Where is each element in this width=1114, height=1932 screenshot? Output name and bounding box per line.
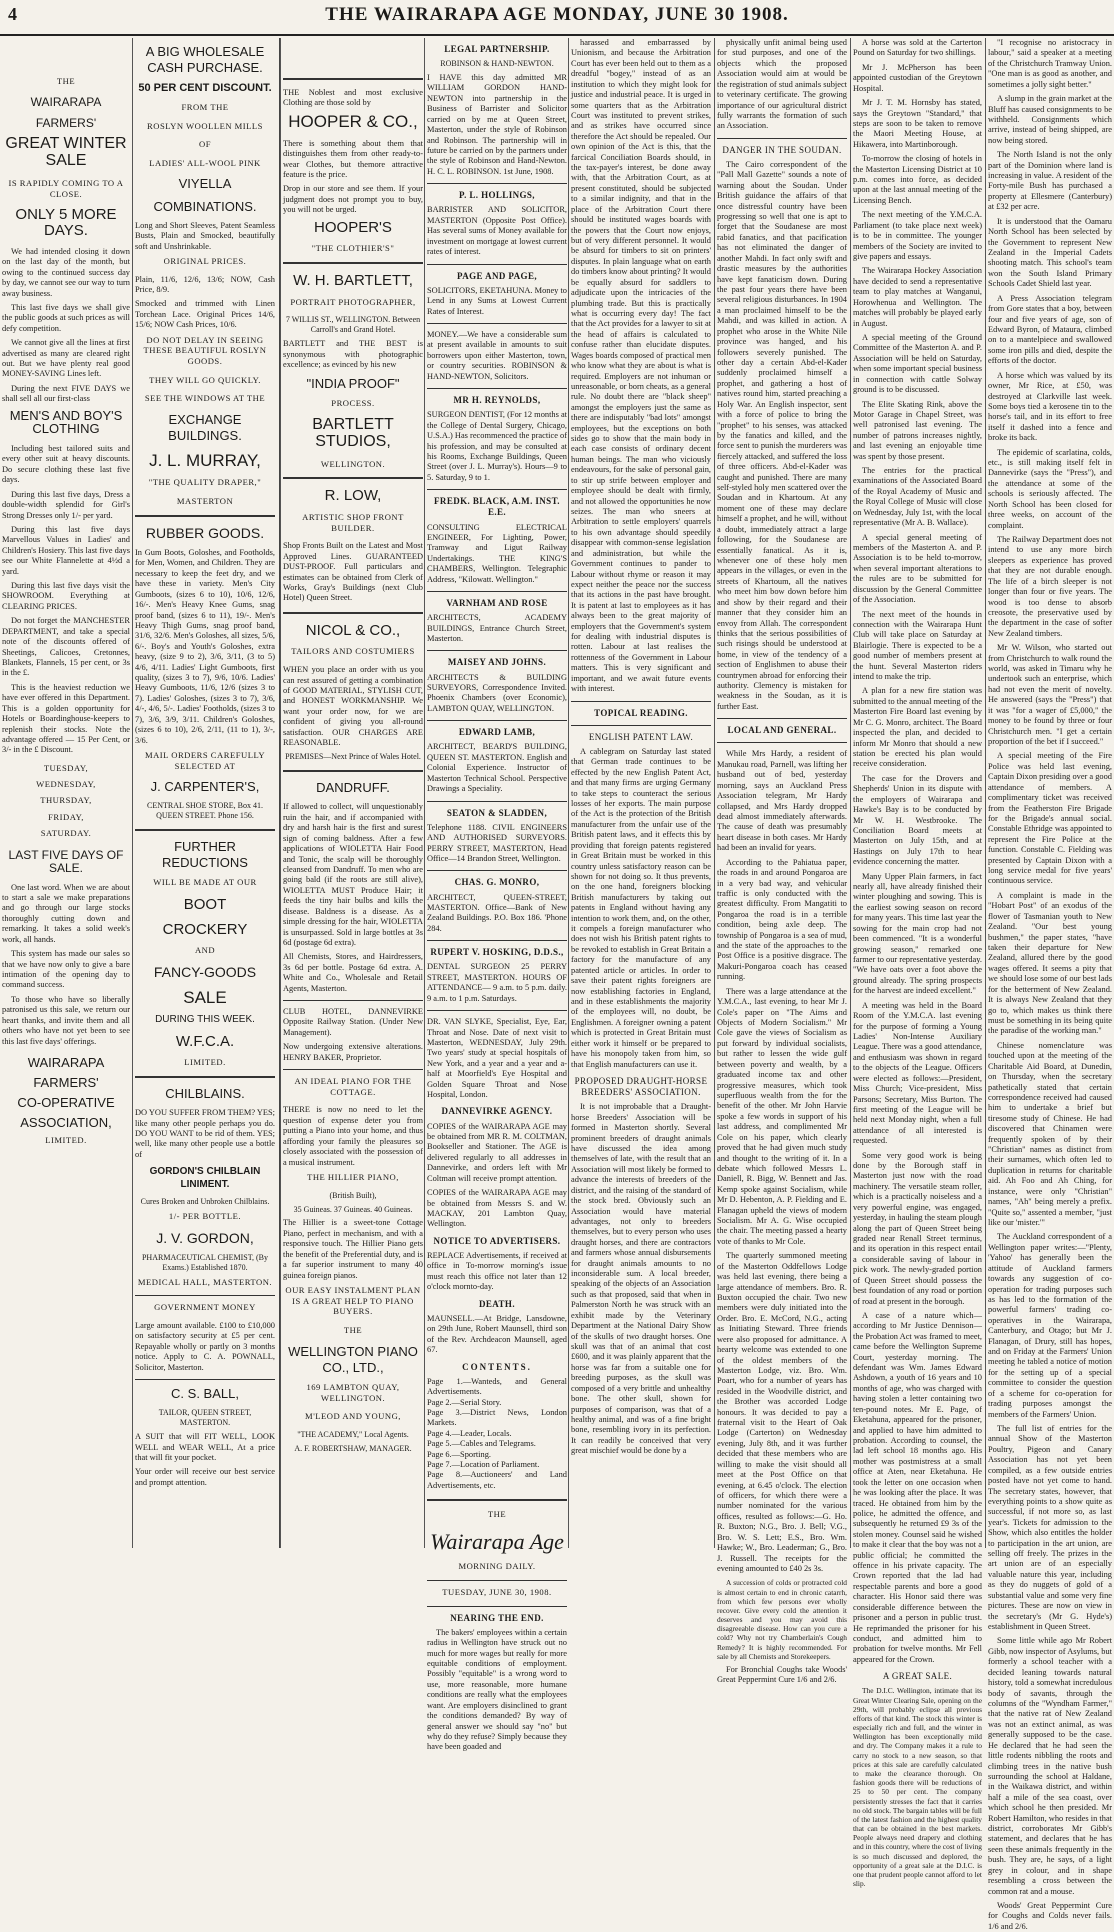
black-heading: FREDK. BLACK, A.M. INST. E.E. [434, 496, 560, 518]
mail-orders: MAIL ORDERS CAREFULLY SELECTED AT [144, 749, 266, 771]
maisey-heading: MAISEY AND JOHNS. [447, 657, 547, 668]
advert-text: Smocked and trimmed with Linen Torchean Lace. Original Prices 14/6, 15/6; NOW Cash Prices, 10/6. [135, 299, 275, 330]
article-text: It is not improbable that a Draught-horse Breeders' Association will be formed in Masterton shortly. Several prominent breeders of draught animals have discussed the idea among themselves of late, with the result that an Association will most likely be formed to advance the interests of breeders of the district, and the raising of the standard of the stock bred. Obviously such an Association would have material advantages, not only to breeders themselves, but to every person who uses draught horses, and there are contractors and farmers whose annual disbursements for draught animals amounts to no inconsiderable sum. A local breeder, speaking of the objects of an Association such as that proposed, said that when in Palmerston North he was struck with an exhibit made by the Veterinary Department at the National Dairy Show of the skulls of two draught horses. One skull was that of an animal that cost £600, and it was plainly apparent that the horse was far from a suitable one for breeding purposes, as the skull was composed of a very brittle and unhealthy bone. The other skull, shown for purposes of comparison, was that of a healthy animal, and was of a fine bright bone, resembling ivory in its perfection. It can readily be conceived that very great mischief would be done by a [571, 1102, 711, 1456]
article-text: A Press Association telegram from Gore states that a boy, between four and five years of age, son of Edward Byron, of Mataura, climbed on to a mantelpiece and swallowed some iron pills and died, despite the efforts of the doctor. [988, 293, 1112, 366]
article-text: Mr J. McPherson has been appointed custodian of the Greytown Hospital. [853, 62, 982, 93]
day-item: WEDNESDAY, [36, 779, 96, 790]
contents-item: Page 1.—Wanteds, and General Advertisements. [427, 1376, 567, 1397]
death-notice: MAUNSELL.—At Bridge, Lansdowne, on 29th June, Robert Maunsell, third son of the Rev. Archdeacon Maunsell, aged 67. [427, 1313, 567, 1355]
mens-clothing-heading: MEN'S AND BOY'S CLOTHING [9, 407, 123, 437]
roslyn-text: OF [199, 139, 211, 150]
advert-text: One last word. When we are about to start a sale we make preparations and go through our large stocks thoroughly cutting down and remarking. It takes a solid week's work, all hands. [2, 882, 130, 944]
day-item: TUESDAY, [43, 762, 89, 773]
day-item: FRIDAY, [48, 811, 84, 822]
advert-text: TAILORS AND COSTUMIERS [291, 646, 415, 657]
great-sale-heading: A GREAT SALE. [882, 1671, 953, 1682]
advert-text: CLUB HOTEL, DANNEVIRKE Opposite Railway Station. (Under New Management). [283, 1007, 423, 1037]
roslyn-heading: A BIG WHOLESALE CASH PURCHASE. [145, 44, 265, 76]
murray-heading: J. L. MURRAY, [149, 451, 261, 471]
leader-text: The bakers' employees within a certain radius in Wellington have struck out no much for more wages but really for more equitable conditions of employment. Possibly "equitable" is a wrong word to use, more reasonable, more humane conditions are really what the employees want. Are employers disinclined to grant the conditions demanded? By way of general answer we should say "no" but why do they refuse? Simply because they have been goaded and [427, 1627, 567, 1752]
quality-draper: "THE QUALITY DRAPER," [148, 477, 262, 488]
article-text: A slump in the grain market at the Bluff has caused consignments to be withheld. Consignments which arrive, instead of being shipped, are now being stored. [988, 94, 1112, 145]
advert-text: THEY WILL GO QUICKLY. [149, 374, 261, 385]
contents-item: Page 2.—Serial Story. [427, 1397, 502, 1407]
advert-text: Large amount available. £100 to £10,000 on satisfactory security at £5 per cent. Repayable wholly or partly on 3 months notice. Apply to C. A. POWNALL, Solicitor, Masterton. [135, 1321, 275, 1372]
lamb-heading: EDWARD LAMB, [458, 727, 536, 738]
article-text: Mr J. T. M. Hornsby has stated, says the Greytown "Standard," that steps are soon to be taken to remove the Maori Meeting House, at Hikawera, into Martinborough. [853, 98, 982, 149]
advert-text: COPIES of the WAIRARAPA AGE may be obtained from Messrs S. and W. MACKAY, 201 Lambton Quay, Wellington. [427, 1188, 567, 1229]
day-item: THURSDAY, [40, 795, 92, 806]
article-text: A horse which was valued by its owner, Mr Rice, at £50, was destroyed at Clarkville last week. Some boys tied a kerosene tin to the horse's tail, and in its effort to free itself it dashed into a fence and broke its back. [988, 370, 1112, 443]
day-item: SATURDAY. [40, 828, 92, 839]
wellington-piano-heading: WELLINGTON PIANO CO., LTD., [288, 1343, 418, 1375]
advert-text: In Gum Boots, Goloshes, and Footholds, for Men, Women, and Children. They are necessary to keep the feet dry, and we have these in variety. Men's City Gumboots, (sizes 6 to 10), 10/6, 12/6, 16/-. Men's Heavy Knee Gums, snag proof band, (sizes 6 to 11), 19/-. Men's Heavy Thigh Gums, snag proof band, 31/6, 32/6. Men's Goloshes, all sizes, 5/6, 6/-. Boy's and Youth's Goloshes, extra heavy, (size 9 to 2), 3/6, 3/11, (3 to 5) 4/6, 4/11. Ladies' Light Gumboots, first quality, (sizes 3 to 7), 9/6, 10/6. Ladies' Heavy Gumboots, 11/6, 12/6 (sizes 3 to 7). Ladies' Goloshes, (sizes 3 to 7), 3/6, 4/-, 4/6, 5/-. Ladies' Footholds, (sizes 3 to 7), 3/6, 3/9, 3/11. Children's Goloshes, (sizes 6 to 10), 2/6, 2/11, (11 to 1), 3/-, 3/6. [135, 547, 275, 745]
article-text: It is understood that the Oamaru North School has been selected by the Government to represent New Zealand in the Imperial Cadets shooting match. This school's team won the South Island Primary Schools Cadet Shield last year. [988, 216, 1112, 289]
article-text: Chinese nomenclature was touched upon at the meeting of the Charitable Aid Board, at Dunedin, on Thursday, when the secretary pathetically stated that certain correspondence received had caused him to undertake a brief but tiresome study of Chinese. He had discovered that Chinamen were frequently spoken of by their "Christian" names as distinct from their surnames, which often led to duplication in returns for charitable aid. Ah Foo and Ah Ching, for instance, were only "Christian" names, "Ah" being merely a prefix. "Quite so," assented a member, "just like our 'mister.'" [988, 1040, 1112, 1227]
article-text: A special meeting of the Ground Committee of the Masterton A. and P. Association will be held on Saturday, when some important special business in connection with cattle Solway ground is to be discussed. [853, 332, 982, 395]
advert-days: ONLY 5 MORE DAYS. [15, 206, 117, 240]
advert-text: I HAVE this day admitted MR WILLIAM GORDON HAND-NEWTON into partnership in the Business of Barrister and Solicitor carried on by me at Queen Street, Masterton, under the style of Robinson and Robinson. The partnership will in future be carried on by the partners under the style of Robinson and Hand-Newton. H. C. L. ROBINSON. 1st June, 1908. [427, 73, 567, 176]
article-text: "I recognise no aristocracy in labour," said a speaker at a meeting of the Christchurch Tramway Union. "One man is as good as another, and sometimes a jolly sight better." [988, 38, 1112, 89]
combinations-heading: COMBINATIONS. [153, 198, 257, 214]
news-column-7 [853, 38, 982, 1889]
nameplate-sub: MORNING DAILY. [458, 1561, 536, 1572]
advert-text: Long and Short Sleeves, Patent Seamless Busts, Plain and Smocked, beautifully soft and Unshrinkable. [135, 220, 275, 251]
advert-text: During this last five days, Dress a double-width splendid for Girl's Strong Dresses only 1/- per yard. [2, 489, 130, 520]
article-text: A special general meeting of members of the Masterton A. and P. Association is to be held to-morrow, when several important alterations to the rules are to be submitted for discussion by the General Committee of the Association. [853, 532, 982, 605]
footer-line: ASSOCIATION, [20, 1115, 112, 1131]
advert-text: DO YOU SUFFER FROM THEM? YES; like many other people perhaps you do. DO YOU WANT to be rid of them. YES; well, like many other people use a bottle of [135, 1108, 275, 1159]
advert-text: ARCHITECTS & BUILDING SURVEYORS, Correspondence Invited. Phoenix Chambers (over Economic), LAMBTON QUAY, WELLINGTON. [427, 672, 567, 713]
article-text: There was a large attendance at the Y.M.C.A., last evening, to hear Mr J. Cole's paper on "The Aims and Objects of Modern Socialism." Mr Cole gave the views of Socialism as put forward by individual socialists, but rather to lessen the wide gulf between poverty and wealth, by a graduated income tax and other progressive measures, which took superfluous wealth from the for the benefit of the other. Mr John Harvie spoke a few words in support of his last address, and complimented Mr Cole on his paper, which clearly proved that he had given much study and thought to the writing of it. In a debate which followed Messrs L. Daniell, R. Bigg, W. Bennett and Jas. Kemp spoke against Socialism, while Mr D. Hebenton, A. P. Fielding and E. Flanagan upheld the views of modern Socialism. Mr A. G. Wise occupied the chair. The meeting passed a hearty vote of thanks to Mr Cole. [717, 986, 847, 1246]
advert-text: THERE is now no need to let the question of expense deter you from putting a Piano into your home, and thus affording your family the pleasures so closely associated with the possession of a musical instrument. [283, 1105, 423, 1167]
hosking-heading: RUPERT V. HOSKING, D.D.S., [430, 947, 564, 958]
advert-text: 7 WILLIS ST., WELLINGTON. Between Carroll's and Grand Hotel. [285, 315, 421, 335]
advert-text: This last five days we shall give the public goods at such prices as will defy competition. [2, 302, 130, 333]
advert-text: "THE CLOTHIER'S" [311, 243, 395, 254]
roslyn-text: ROSLYN WOOLLEN MILLS [147, 120, 263, 131]
advert-text: Now undergoing extensive alterations. HENRY BAKER, Proprietor. [283, 1042, 423, 1062]
advert-text: COPIES of the WAIRARAPA AGE may be obtained from MR R. M. COLTMAN, Bookseller and Stationer. The AGE is delivered regularly to all addresses in Dannevirke, and orders left with Mr Coltman will receive prompt attention. [427, 1121, 567, 1183]
contents-item: Page 6.—Sporting. [427, 1449, 491, 1459]
advert-text: Your order will receive our best service and prompt attention. [135, 1467, 275, 1487]
advert-text: The Hillier is a sweet-tone Cottage Piano, perfect in mechanism, and with a responsive touch. The Hillier Piano gets the benefit of the Preferential duty, and is a far superior instrument to many 40 guinea foreign pianos. [283, 1218, 423, 1280]
advert-text: ARCHITECT, BEARD'S BUILDING, QUEEN ST. MASTERTON. English and Colonial Experience. Instructor of Masterton Technical School. Perspective Drawings a Speciality. [427, 742, 567, 794]
advert-text: 1/- PER BOTTLE. [168, 1210, 242, 1221]
advert-text: MEDICAL HALL, MASTERTON. [137, 1276, 273, 1287]
masthead [0, 0, 1114, 36]
discount-heading: 50 PER CENT DISCOUNT. [138, 82, 272, 95]
footer-line: CO-OPERATIVE [17, 1095, 115, 1111]
exchange-heading: EXCHANGE BUILDINGS. [168, 412, 242, 444]
contents-item: Page 8.—Auctioneers' and Land Advertisements, etc. [427, 1470, 567, 1490]
gordon-heading: J. V. GORDON, [156, 1229, 254, 1246]
roslyn-text: LADIES' ALL-WOOL PINK [149, 157, 261, 168]
ball-heading: C. S. BALL, [171, 1386, 239, 1402]
advert-text: DENTAL SURGEON 25 PERRY STREET, MASTERTON. HOURS OF ATTENDANCE— 9 a.m. to 5 p.m. daily. 9 a.m. to 1 p.m. Saturdays. [427, 962, 567, 1003]
advert-text: A. F. ROBERTSHAW, MANAGER. [294, 1443, 412, 1453]
seaton-heading: SEATON & SLADDEN, [446, 807, 548, 818]
footer-line: LIMITED. [45, 1135, 87, 1146]
advert-text: TAILOR, QUEEN STREET, MASTERTON. [158, 1408, 252, 1428]
article-text: The Auckland correspondent of a Wellington paper writes:—"Plenty, 'Yahoo' has generally been the attitude of Auckland farmers towards any suggestion of co-operation for trading purposes such as has led to the formation of the powerful farmers' trading co-operatives in the Wairarapa, Canterbury, and Otago; but Mr J. Flanagan, of Drury, still has hopes, and on Friday at the Farmers' Union meeting he tabled a notice of motion for the setting up of a special committee to consider the question of a scheme for co-operation for trading purposes amongst the members of the Farmers' Union. [988, 1232, 1112, 1419]
advert-text: 169 LAMBTON QUAY, WELLINGTON. [306, 1381, 400, 1403]
patent-heading: ENGLISH PATENT LAW. [588, 731, 694, 742]
soudan-heading: DANGER IN THE SOUDAN. [722, 144, 842, 155]
notice-heading: NOTICE TO ADVERTISERS. [433, 1235, 561, 1246]
column-rule [850, 38, 851, 1548]
bartlett-heading: W. H. BARTLETT, [293, 272, 413, 290]
advert-text: Shop Fronts Built on the Latest and Most Approved Lines. GUARANTEED DUST-PROOF. Full particulars and estimates can be obtained from Clerk of Works, Gray's Buildings (next Club Hotel) Queen Street. [283, 541, 423, 603]
advert-text: REPLACE Advertisements, if received at office in To-morrow morning's issue must reach this office not later than 12 o'clock mornto-day. [427, 1251, 567, 1292]
article-text: The next meet of the hounds in connection with the Wairarapa Hunt Club will take place on Saturday at Blairlogie. There is expected to be a good number of members present at the hunt. Several Masterton riders intend to make the trip. [853, 609, 982, 682]
dandruff-heading: DANDRUFF. [316, 780, 390, 796]
reynolds-heading: MR H. REYNOLDS, [453, 395, 541, 406]
advert-text: BARTLETT and THE BEST is synonymous with photographic excellence; as evinced by his new [283, 339, 423, 369]
dannevirke-heading: DANNEVIRKE AGENCY. [441, 1106, 553, 1117]
leader-text: harassed and embarrassed by Unionism, and because the Arbitration Court has ever been held out to them as a dreadful "bogey," instead of as an institution to which they might look for justice and industrial peace. It is urged in some quarters that as the Arbitration Court was instituted to prevent strikes, and as strikes have occurred since therefore the Act should be repealed. Our own opinion of the Act is this, that the farcical Conciliation Boards should, in the tax-payer's interest, be done away with, that the Arbitration Court, as at present constituted, should be subjected to a similar indignity, and that in the place of the Arbitration Court there should be instituted wages boards with the powers that the Court now enjoys, but of very different personnel. It would be absurd for timbers to sit on printers' disputes. In plain language what on earth do timbers know about printing? It would be equally absurd for saddlers to adjudicate upon the intricacies of the plumbing trade. But this is practically what is occurring every day! The fact that the Act provides for a lawyer to sit at the head of affairs is calculated to confuse rather than elucidate disputes. Wages boards composed of practical men who know what they are about is what is required. Employers are not inhuman or unreasonable, or born cheats, as a general rule. No doubt there are "black sheep" amongst the employers just the same as there are indisputably "bad lots" amongst employees, but the exceptions on both sides go to show that the main body in each case consists of ordinary decent human beings. The man who viciously endeavours, for the sake of personal gain, to stir up strife between employer and employee should be dealt with firmly, and not allowed the opportunities he now seizes. The man who sneers at Arbitration to settle employers' quarrels to his own advantage should speedily disappear with common-sense legislation and administration, but while the Government continues to pander to Labour without rhyme or reason it may expect neither the peace nor the success that its actions in the past have brought. It is patent at last to employees as it has always been to the great majority of employers that the Government's system for dealing with industrial disputes is rotten. Labour at last realises the rottenness of the Government in Labour matters. This is very significant and important, and we await future events with interest. [571, 38, 711, 694]
advert-text: Including best tailored suits and every other suit at heavy discounts. Do secure clothing these last five days. [2, 444, 130, 485]
carpenter-address: CENTRAL SHOE STORE, Box 41. QUEEN STREET. Phone 156. [146, 801, 263, 821]
legal-and-leader-column [427, 38, 567, 1752]
article-text: While Mrs Hardy, a resident of Manukau road, Parnell, was lifting her husband out of bed, yesterday morning, says an Auckland Press Association telegram, Mr Hardy collapsed, and Mrs Hardy dropped dead almost immediately afterwards. The cause of death was presumably heart disease in both cases. Mr Hardy had been an invalid for years. [717, 749, 847, 853]
nicol-heading: NICOL & CO., [305, 621, 401, 639]
article-text: The quarterly summoned meeting of the Masterton Oddfellows Lodge was held last evening, there being a large attendance of members. Bro. R. Buxton occupied the chair. Two new members were duly initiated into the Order. Bro. E. McCord, N.G., acting as Initiating Steward. Three friends were also proposed for admittance. A hearty welcome was extended to one of the oldest members of the Masterton Lodge, viz. Bro. Wm. Poart, who for a number of years has resided in the Woodville district, and the Brother was accorded Lodge honours. It was decided to pay a fraternal visit to the Heart of Oak Lodge (Carterton) on Wednesday evening, July 8th, and it was further decided that these members who are willing to make the visit should all meet at the Post Office on that evening, at 6.45 o'clock. The election of officers, for which there were a number nominated for the various offices, resulted as follows:—G. Ho. R. Buxton; N.G., Bro. J. Bell; V.G., Bro. W. S. Lett; E.S., Bro. Wm. Hawke; W., Bro. Leaderman; G., Bro. J. Russell. The receipts for the evening amounted to £40 2s 3s. [717, 1251, 847, 1573]
advert-pre: THE [56, 76, 76, 86]
boot-heading: BOOT [183, 896, 227, 914]
contents-item: Page 3.—District News, London Markets. [427, 1407, 567, 1428]
advert-text: CONSULTING ELECTRICAL ENGINEER, For Lighting, Power, Tramway and Ligut Railway Undertakings. THE KING'S CHAMBERS, Wellington. Telegraphic Address, "Kilowatt. Wellington." [427, 522, 567, 584]
advert-text: DURING THIS WEEK. [155, 1014, 255, 1026]
viyella-heading: VIYELLA [178, 176, 232, 192]
location: MASTERTON [176, 495, 234, 506]
article-text: A cablegram on Saturday last stated that German trade continues to be effected by the new English Patent Act, and that many firms are urging Germany to take steps to counteract the serious losses of her exports. The main purpose of the Act is the protection of the British manufacturer from the unfair use of the British patent laws, and it effects this by providing that foreign patents registered in Great Britain must be worked in this country unless satisfactory reason can be shown for not doing so. It thus prevents, on the one hand, foreigners blocking British manufacturers by taking out patents in England without having any intention to work them, and, on the other, it compels a foreign manufacturer who does not wish his British patent rights to be revoked to establish in Great Britain a factory for the manufacture of any patented article or articles. In order to save their patent rights foreigners are now establishing factories in England, and in these establishments the majority of the employees will, no doubt, be Englishmen. A foreigner owning a patent which is protected in Great Britain must either work it himself or be prepared to have his monopoly taken from him, so that English manufacturers can use it. [571, 746, 711, 1069]
advert-text: BARRISTER AND SOLICITOR, MASTERTON (Opposite Post Office). Has several sums of Money available for investment on mortgage at lowest current rates of interest. [427, 205, 567, 257]
advert-text: WELLINGTON. [320, 458, 386, 469]
advert-closing: IS RAPIDLY COMING TO A CLOSE. [8, 178, 124, 199]
advert-headline: GREAT WINTER SALE [5, 135, 127, 170]
gordon-liniment: GORDON'S CHILBLAIN LINIMENT. [149, 1166, 261, 1190]
article-text: The epidemic of scarlatina, colds, etc., is still making itself felt in Dannevirke (says the "Press"), and the attendance at some of the schools is seriously affected. The North School has been closed for three weeks, on account of the complaint. [988, 447, 1112, 530]
advert-text: ROBINSON & HAND-NEWTON. [440, 59, 554, 69]
article-text: For Bronchial Coughs take Woods' Great Peppermint Cure 1/6 and 2/6. [717, 1664, 847, 1685]
article-text: The Cairo correspondent of the "Pall Mall Gazette" sounds a note of warning about the Soudan. Under British guidance the affairs of that once distressful country have been progressing so well that one is apt to forget that the Soudanese are most rabid fanatics, and that pacification has not eliminated the danger of another Mahdi. In fact only swift and drastic measures by the authorities have kept fanaticism down. During the past four years there have been several religious disturbances. In 1904 a man proclaimed himself to be the Mahdi, and was killed in action. A prophet who arose in the White Nile province was hanged, and his followers severely punished. The other day a certain Abd-el-Kader suddenly proclaimed himself a prophet, and gathering a host of natives round him, started preaching a Holy War. An English inspector, sent with a force of police to bring the "prophet" to his senses, was attacked by the fanatics and killed, and the force sent to punish the murderers was fiercely attacked, and suffered the loss of three officers. Abd-el-Kader was caught and punished. There are many self-styled holy men scattered over the Soudan and in Khartoum. At any moment one of these may declare himself a prophet, and he will, without a doubt, immediately attract a large following, for the Soudanese are essentially fanatical. As it is, whenever one of these holy men appears in the villages, or even in the streets of Khartoum, all the natives who meet him bow down before him and show by their regard and their manner that they consider him an envoy from Allah. The correspondent thinks that the serious possibilities of such risings should be understood at home, in view of the tendency of a section of Englishmen to abuse their countrymen abroad for enforcing their authority. Clemency is mistaken for weakness in the Soudan, as it is further East. [717, 159, 847, 711]
footer-line: FARMERS' [33, 1075, 99, 1091]
column-rule [568, 38, 569, 1548]
article-text: The Elite Skating Rink, above the Motor Garage in Chapel Street, was well patronised last evening. The number of patrons increases nightly, and last evening an enjoyable time was spent by those present. [853, 399, 982, 461]
news-column-6 [717, 38, 847, 1685]
advert-text: During this last five days visit the SHOWROOM. Everything at CLEARING PRICES. [2, 581, 130, 611]
article-text: According to the Pahiatua paper, the roads in and around Pongaroa are in a very bad way, and vehicular traffic is only conducted with the greatest difficulty. From Mangatiti to Pongaroa the road is in a terrible condition, being axle deep. The township of Pongaroa is a sea of mud, and the state of the approaches to the Post Office is a positive disgrace. The Makuri-Pongaroa coach has ceased running. [717, 857, 847, 982]
death-heading: DEATH. [479, 1298, 515, 1309]
issue-date: TUESDAY, JUNE 30, 1908. [442, 1586, 552, 1597]
advert-text: To those who have so liberally patronised us this sale, we return our heart thanks, and invite them and all others who have not yet been to see this last five days' offerings. [2, 994, 130, 1046]
advert-text: OUR EASY INSTALMENT PLAN IS A GREAT HELP TO PIANO BUYERS. [285, 1285, 421, 1317]
page-number: 4 [8, 4, 17, 24]
news-column-8 [988, 38, 1112, 1931]
column-rule [714, 38, 715, 1548]
nameplate: Wairarapa Age [430, 1528, 564, 1554]
adverts-column-2 [135, 38, 280, 1548]
advert-text: "THE ACADEMY," Local Agents. [297, 1429, 409, 1439]
article-text: A horse was sold at the Carterton Pound on Saturday for two shillings. [853, 38, 982, 58]
advert-text: All Chemists, Stores, and Hairdressers, 3s 6d per bottle. Postage 6d extra. A. White and Co., Wholesale and Retail Agents, Masterton. [283, 952, 423, 993]
article-text: To-morrow the closing of hotels in the Masterton Licensing District at 10 p.m. comes into force, as decided upon at the last annual meeting of the Licensing Bench. [853, 154, 982, 205]
advert-text: SURGEON DENTIST, (For 12 months at the College of Dental Surgery, Chicago, U.S.A.) Has recommenced the practice of his profession, and may be consulted at his Rooms, Exchange Buildings, Queen Street (over J. L. Murray's). Hours—9 to 5. Saturday, 9 to 1. [427, 410, 567, 482]
draught-horse-heading: PROPOSED DRAUGHT-HORSE BREEDERS' ASSOCIATION. [574, 1075, 708, 1098]
advert-text: Plain, 11/6, 12/6, 13/6; NOW, Cash Price, 8/9. [135, 274, 275, 295]
advert-text: LIMITED. [184, 1057, 226, 1068]
government-money-heading: GOVERNMENT MONEY [154, 1302, 256, 1313]
article-text: physically unfit animal being used for stud purposes, and one of the objects which the proposed Association would aim at would be the registration of stud animals subject to veterinary certificate. The growing importance of our agricultural district fully warrants the formation of such an Association. [717, 38, 847, 131]
advert-text: Telephone 1188. CIVIL ENGINEERS AND AUTHORISED SURVEYORS. PERRY STREET, MASTERTON, Head Office—14 Brandon Street, Wellington. [427, 822, 567, 863]
footer-line: WAIRARAPA [27, 1054, 105, 1070]
article-text: The next meeting of the Y.M.C.A. Parliament (to take place next week) is to be in committee. The younger members of the Society are invited to give papers and essays. [853, 210, 982, 262]
column-rule [424, 38, 425, 1548]
legal-heading: LEGAL PARTNERSHIP. [444, 44, 550, 54]
leader-heading: NEARING THE END. [450, 1612, 544, 1623]
wfca-heading: W.F.C.A. [175, 1032, 235, 1050]
article-text: The case for the Drovers and Shepherds' Union in its dispute with the employers of Wairarapa and Hawke's Bay is to be conducted by Mr W. H. Westbrooke. The Conciliation Board meets at Masterton on July 15th, and at Hastings on July 17th to hear evidence concerning the matter. [853, 773, 982, 867]
advert-text: PHARMACEUTICAL CHEMIST, (By Exams.) Established 1870. [141, 1252, 268, 1272]
advert-text: (British Built), [329, 1190, 377, 1200]
advert-text: MONEY.—We have a considerable sum at present available in amounts to suit borrowers upon either Masterton, town, or country securities. ROBINSON & HAND-NEWTON, Solicitors. [427, 329, 567, 381]
article-text: Woods' Great Peppermint Cure for Coughs and Colds never fails. 1/6 and 2/6. [988, 1900, 1112, 1931]
contents-item: Page 4.—Leader, Locals. [427, 1428, 512, 1438]
india-proof: "INDIA PROOF" [306, 376, 400, 392]
column-rule [132, 38, 133, 1548]
day-list [2, 760, 130, 842]
adverts-column-3 [283, 38, 423, 1548]
article-text: Mr W. Wilson, who started out from Christchurch to walk round the world, was asked in Timaru why he undertook such an enterprise, which had not even the merit of novelty. He answered (says the "Press") that it was "for a wager of £5,000," the money to be found by three or four Christchurch men. "I get a certain proportion of the bet if I succeed." [988, 643, 1112, 746]
further-heading: FURTHER REDUCTIONS [162, 839, 248, 871]
article-text: The entries for the practical examinations of the Associated Board of the Royal Academy of Music and the Royal College of Music will close on Wednesday, July 1st, with the local representative (Mr A. B. Wallace). [853, 466, 982, 528]
advert-org2: FARMERS' [35, 115, 97, 130]
article-text: A complaint is made in the "Hobart Post" of an exodus of the flower of Tasmanian youth to New Zealand. "Our best young bushmen," the paper states, "have taken their departure for New Zealand, allured there by the good wages offered. It seems a pity that we should lose some of our best lads for the betterment of New Zealand. It is always New Zealand that they go to, which makes us think there must be something in its being quite the paradise of the working man." [988, 890, 1112, 1036]
article-text: A case of a nature which—according to Mr Justice Dennison—the Probation Act was framed to meet, came before the Wellington Supreme Court, yesterday morning. The defendant was Wm. James Edward Ashdown, a youth of 16 years and 10 months of age, who was charged with having stolen a letter containing two ten-pound notes. Mr E. Page, of Eketahuna, appeared for the prisoner, and applied to have him admitted to probation. According to counsel, the lad left school 18 months ago. His mother was postmistress at a small office at Aten, near Eketahuna. He took the letter on one occasion when he was looking after the place. It was traced. He obtained from him by the police, he admitted the offence, and subsequently he returned £9 3s of the stolen money. Counsel said he wished to make it clear that the boy was not a public official; he committed the offence in his private capacity. The Crown reported that the lad had respectable parents and bore a good character. His Honor said there was considerable difference between the prisoner and a person in public trust. He reprimanded the prisoner for his conduct, and admitted him to probation for twelve months. Mr Fell appeared for the Crown. [853, 1310, 982, 1664]
chilblains-heading: CHILBLAINS. [165, 1086, 245, 1102]
article-text: A succession of colds or protracted cold is almost certain to end in chronic catarrh, from which few persons ever wholly recover. Give every cold the attention it deserves and you may avoid this disagreeable disease. How can you cure a cold? Why not try Chamberlain's Cough Remedy? It is highly recommended. For sale by all Chemists and Storekeepers. [717, 1578, 847, 1661]
farmers-sale-advert [2, 38, 130, 1548]
advert-text: We had intended closing it down on the last day of the month, but owing to the continued success day by day, we cannot see our way to turn away business. [2, 246, 130, 298]
article-text: The Wairarapa Hockey Association have decided to send a representative team to play matches at Wanganui, Horowhenua and Wellington. The matches will probably be played early in August. [853, 266, 982, 328]
advert-text: Cures Broken and Unbroken Chilblains. [140, 1197, 270, 1207]
advert-text: Drop in our store and see them. If your judgment does not prompt you to buy, you will not be urged. [283, 184, 423, 215]
advert-text: This system has made our sales so that we have now only to give a bare intimation of the opening day to command success. [2, 949, 130, 990]
varnham-heading: VARNHAM AND ROSE [446, 598, 548, 609]
ideal-piano-heading: AN IDEAL PIANO FOR THE COTTAGE. [294, 1076, 412, 1097]
article-text: Many Upper Plain farmers, in fact nearly all, have already finished their winter ploughing and sowing. This is the earliest sowing season on record for many years. This time last year the sowing for the main crop had not been commenced. "It is a wonderful growing season," remarked one farmer to our representative yesterday. "We have oats over a foot above the ground already. The spring prospects for the harvest are indeed excellent." [853, 871, 982, 996]
advert-text: ARCHITECT, QUEEN-STREET, MASTERTON. Office—Bank of New Zealand Buildings. P.O. Box 186. 'Phone 284. [427, 892, 567, 933]
advert-text: During this last five days Marvellous Values in Ladies' and Children's Hosiery. This last five days see our White Flannelette at 4½d a yard. [2, 524, 130, 576]
advert-text: AND [194, 945, 216, 956]
carpenter-heading: J. CARPENTER'S, [150, 779, 260, 795]
crockery-heading: CROCKERY [162, 920, 248, 938]
low-heading: R. LOW, [324, 487, 382, 505]
advert-text: WILL BE MADE AT OUR [153, 877, 257, 888]
column-rule [280, 38, 281, 1548]
contents-heading: CONTENTS. [462, 1361, 532, 1372]
advert-text: Do not forget the MANCHESTER DEPARTMENT, and take a special note of the discounts offered of Sheetings, Calicoes, Cretonnes, Blankets, Flannels, 15 per cent, or 3s in the £. [2, 616, 130, 678]
roslyn-text: FROM THE [181, 101, 229, 112]
article-text: A meeting was held in the Board Room of the Y.M.C.A. last evening for the purpose of forming a Young Ladies' Non-Intense Auxiliary League. There was a good attendance, and enthusiasm was shown in regard to the objects of the League. Officers were elected as follows:—President, Miss Church; Vice-president, Miss Parsons; Secretary, Miss Burton. The first meeting of the League will be held next Monday night, when a full attendance of all interested is requested. [853, 1000, 982, 1146]
column-rule [985, 38, 986, 1548]
contents-item: Page 7.—Location of Parliament. [427, 1460, 540, 1470]
advert-text: During the next FIVE DAYS we shall sell all our first-class [2, 383, 130, 404]
page-heading: PAGE AND PAGE, [456, 270, 538, 281]
article-text: The full list of entries for the annual Show of the Masterton Poultry, Pigeon and Canary Association has not yet been compiled, as a few outside entries posted have not yet come to hand. The secretary states, however, that everything points to a show quite as successful, if not more so, as last year's. Tickets for admission to the Show, which also entitles the holder to participation in the art union, are selling off freely. The prizes in the art union are of an especially valuable nature this year, including as they do nuggets of gold of a substantial value and some very fine pictures. These are now on view in the secretary's (Mr G. Hyde's) establishment in Queen Street. [988, 1424, 1112, 1632]
advert-text: ARCHITECTS, ACADEMY BUILDINGS, Entrance Church Street, Masterton. [427, 613, 567, 644]
newspaper-title: THE WAIRARAPA AGE MONDAY, JUNE 30 1908. [325, 4, 789, 25]
original-prices: ORIGINAL PRICES. [163, 255, 247, 266]
monro-heading: CHAS. G. MONRO, [454, 877, 540, 888]
article-text: A special meeting of the Fire Police was held last evening, Captain Dixon presiding over a good attendance of members. A complimentary ticket was received from the Featherston Fire Brigade for the Brigade's annual social. Constable Ethridge was appointed to represent the Fire Police at the function. Constable C. Fielding was presented by Captain Dixon with a long service medal for five years' continuous service. [988, 751, 1112, 886]
rubber-heading: RUBBER GOODS. [145, 524, 265, 541]
advert-text: PROCESS. [331, 398, 375, 409]
hoopers-heading: HOOPER'S [314, 218, 392, 236]
advert-org: WAIRARAPA [30, 94, 102, 109]
advert-text: THE [343, 1324, 363, 1335]
hollings-heading: P. L. HOLLINGS, [459, 190, 535, 201]
article-text: The North Island is not the only part of the Dominion where land is increasing in value. A resident of the Forty-mile Bush has purchased a property at Ellesmere (Canterbury) at £32 per acre. [988, 150, 1112, 212]
fancy-heading: FANCY-GOODS [153, 963, 257, 980]
advert-text: There is something about them that distinguishes them from other ready-to-wear Clothes, but themore attractive feature is the price. [283, 138, 423, 179]
advert-text: If allowed to collect, will unquestionably ruin the hair, and if accompanied with dry and harsh hair is the first and surest sign of coming baldness. After a few applications of WIOLETTA Hair Food and Tonic, the scalp will be thoroughly cleansed from Dandruff. To men who are going bald (if the roots are still alive), WIOLETTA MUST Produce Hair; it feeds the tiny hair bulbs and kills the disease. Baldness is a disease. As a simple dressing for the hair, WIOLETTA is unsurpassed. Sold in large bottles at 3s 6d (postage 6d extra). [283, 802, 423, 947]
hillier-heading: THE HILLIER PIANO, [307, 1172, 399, 1183]
hooper-heading: HOOPER & CO., [288, 111, 418, 131]
advert-text: PORTRAIT PHOTOGRAPHER, [290, 296, 416, 307]
advert-text: DO NOT DELAY IN SEEING THESE BEAUTIFUL ROSLYN GOODS. [143, 334, 267, 367]
nameplate-pre: THE [487, 1509, 507, 1520]
advert-text: A SUIT that will FIT WELL, LOOK WELL and WEAR WELL, At a price that will fit your pocket. [135, 1432, 275, 1462]
article-text: Some very good work is being done by the Borough staff in Masterton just now with the road machinery. The versatile steam roller, which is a practically noiseless and a very powerful engine, was engaged, yesterday, in hauling the steam plough along the part of Queen Street being graded near Renall Street terminus, and its operation in this respect entail a considerable saving of labour in pick work. The newly-graded portion of Queen Street should possess the best foundation of any road or portion of road at present in the borough. [853, 1150, 982, 1306]
advert-text: WHEN you place an order with us you can rest assured of getting a combination of GOOD MATERIAL, STYLISH CUT, and HONEST WORKMANSHIP. We want your order now, for we are confident of giving you all-round satisfaction. OUR CHARGES ARE REASONABLE. [283, 665, 423, 748]
advert-text: We cannot give all the lines at first advertised as many are cleared right out. But we have plenty real good MONEY-SAVING Lines left. [2, 338, 130, 379]
article-text: Some little while ago Mr Robert Gibb, now inspector of Asylums, but formerly a school teacher with a decided leaning towards natural history, told a somewhat incredulous body of savants, through the columns of the "Wyndham Farmer," that the native rat of New Zealand was not an extinct animal, as was generally supposed to be the case. He declared that he had seen the little rodents nibbling the roots and climbing trees in the native bush surrounding the school at Haldane, in the Waikawa district, and within half a mile of the sea coast, over which school he then presided. Mr Robert Hamilton, who resides in that district, corroborates Mr Gibb's statement, and declares that he has seen these animals frequently in the bush. They are, he says, of a light grey in colour, and in shape resembling a cross between the common rat and a mouse. [988, 1636, 1112, 1896]
advert-text: ARTISTIC SHOP FRONT BUILDER. [302, 511, 404, 533]
advert-text: THE Noblest and most exclusive Clothing are those sold by [283, 88, 423, 108]
advert-text: PREMISES—Next Prince of Wales Hotel. [285, 752, 421, 762]
studios-heading: BARTLETT STUDIOS, [312, 416, 394, 450]
topical-heading: TOPICAL READING. [594, 707, 688, 718]
advert-text: SEE THE WINDOWS AT THE [144, 393, 266, 404]
editorial-column [571, 38, 711, 1548]
advert-text: 35 Guineas. 37 Guineas. 40 Guineas. [293, 1204, 413, 1214]
contents-item: Page 5.—Cables and Telegrams. [427, 1439, 536, 1449]
article-text: The Railway Department does not intend to use any more birch sleepers as experience has proved that they are not durable enough. The life of a birch sleeper is not longer than four or five years. The wood is too dense to absorb creosote, the preservative used by the department in the case of softer New Zealand timbers. [988, 534, 1112, 638]
article-text: A plan for a new fire station was submitted to the annual meeting of the Masterton Fire Board last evening by Mr C. G. Monro, architect. The Board inspected the plan, and decided to inform Mr Monro that should a new station be erected his plan would receive consideration. [853, 686, 982, 769]
advert-text: M'LEOD AND YOUNG, [305, 1411, 401, 1422]
advert-text: SOLICITORS, EKETAHUNA. Money to Lend in any Sums at Lowest Current Rates of Interest. [427, 285, 567, 316]
advert-text: DR. VAN SLYKE, Specialist, Eye, Ear, Throat and Nose. Date of next visit to Masterton, WEDNESDAY, July 29th. Two years' study at special hospitals of New York, and a year and a year and a-half at Moorfield's Eye Hospital and Golden Square Throat and Nose Hospital, London. [427, 1017, 567, 1100]
local-general-heading: LOCAL AND GENERAL. [727, 725, 837, 736]
advert-text: This is the heaviest reduction we have ever offered in this Department. This is a golden opportunity for Hotels or Boardinghouse-keepers to replenish their stocks. Note the advantage offered — 15 Per Cent, or 3/- in the £ Discount. [2, 682, 130, 755]
article-text: The D.I.C. Wellington, intimate that its Great Winter Clearing Sale, opening on the 29th, will probably eclipse all previous efforts of that kind. The stock this winter is especially rich and full, and the winter in Wellington has been exceptionally mild and dry. The Company makes it a rule to carry no stock to a new season, so that prices at this sale are carefully calculated to make the clearance thorough. On fashion goods there will be reductions of 25 to 50 per cent. The company persistently stresses the fact that it carries no old stock. The bargain tables will be full of the latest fashion and the highest quality that can be obtained in the best markets. People always need drapery and clothing and in this country, where the cost of living is so much discussed and deplored, the opportunity of a great sale at the D.I.C. is one that prudent people cannot afford to let slip. [853, 1686, 982, 1889]
last-days-heading: LAST FIVE DAYS OF SALE. [8, 848, 124, 876]
sale-heading: SALE [183, 988, 227, 1008]
